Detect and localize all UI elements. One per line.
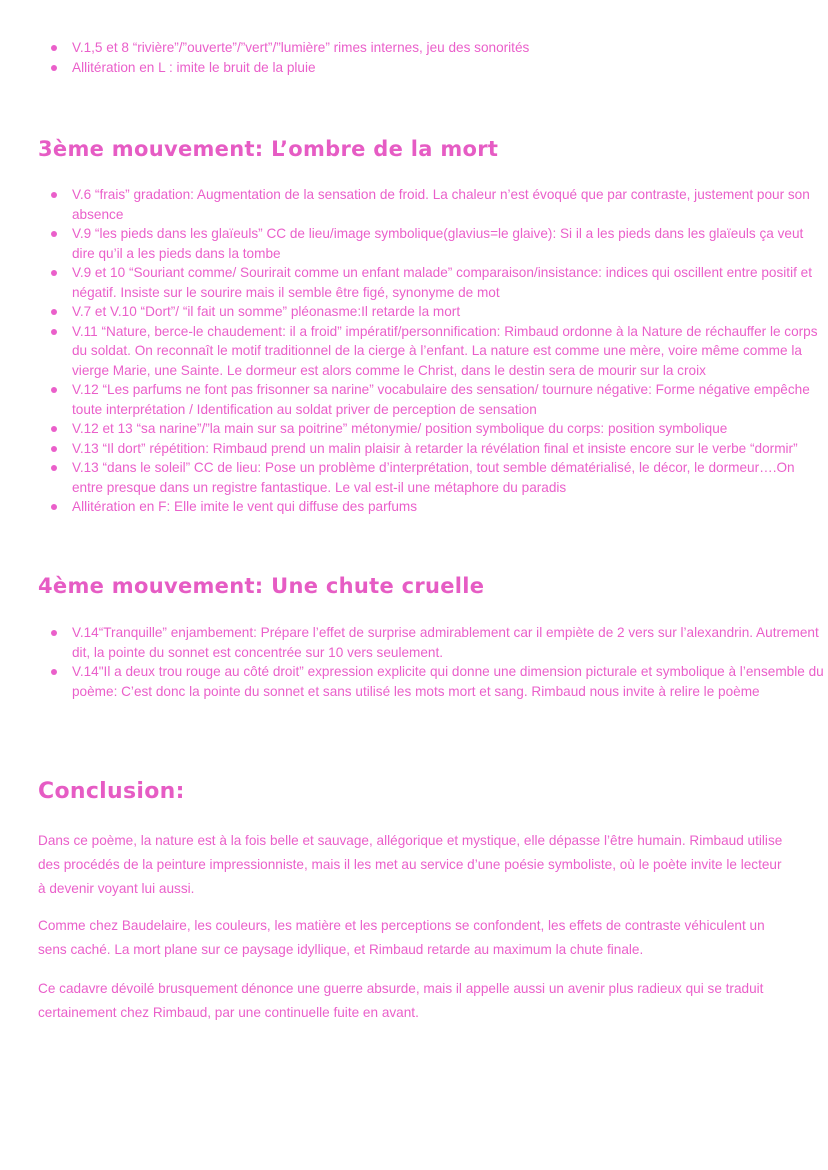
list-item: V.13 “dans le soleil” CC de lieu: Pose un problème d’interprétation, tout semble dématérialisé, le décor, le dormeur….On entre presque dans un registre fantastique. Le val est-il une métaphore du paradis [0, 458, 828, 497]
conclusion-heading: Conclusion: [38, 779, 185, 804]
list-item: Allitération en F: Elle imite le vent qui diffuse des parfums [0, 497, 828, 517]
bullet-dot [51, 309, 57, 315]
conclusion-paragraph: Comme chez Baudelaire, les couleurs, les matière et les perceptions se confondent, les effets de contraste véhiculent un sens caché. La mort plane sur ce paysage idyllique, et Rimbaud retarde au maximum la chute finale. [38, 918, 765, 957]
bullet-dot [51, 192, 57, 198]
list-item: V.7 et V.10 “Dort”/ “il fait un somme” pléonasme:Il retarde la mort [0, 302, 828, 322]
bullet-dot [51, 630, 57, 636]
section-heading-mouvement-3: 3ème mouvement: L’ombre de la mort [38, 137, 499, 161]
list-item: V.12 “Les parfums ne font pas frisonner sa narine” vocabulaire des sensation/ tournure négative: Forme négative empêche toute interprétation / Identification au soldat priver de perception de sensation [0, 380, 828, 419]
bullet-dot [51, 465, 57, 471]
list-item: V.13 “Il dort” répétition: Rimbaud prend un malin plaisir à retarder la révélation final et insiste encore sur le verbe “dormir” [0, 439, 828, 459]
conclusion-paragraph: Ce cadavre dévoilé brusquement dénonce une guerre absurde, mais il appelle aussi un avenir plus radieux qui se traduit certainement chez Rimbaud, par une continuelle fuite en avant. [38, 981, 764, 1020]
bullet-dot [51, 504, 57, 510]
list-item: V.6 “frais” gradation: Augmentation de la sensation de froid. La chaleur n’est évoqué que par contraste, justement pour son absence [0, 185, 828, 224]
mouvement-4-bullet-list [0, 623, 828, 701]
bullet-dot [51, 446, 57, 452]
list-item: V.9 “les pieds dans les glaïeuls” CC de lieu/image symbolique(glavius=le glaive): Si il a les pieds dans les glaïeuls ça veut dire qu’il a les pieds dans la tombe [0, 224, 828, 263]
top-bullet-list [0, 38, 828, 77]
list-item: V.1,5 et 8 “rivière”/”ouverte”/”vert”/”lumière” rimes internes, jeu des sonorités [0, 38, 828, 58]
bullet-dot [51, 231, 57, 237]
list-item: Allitération en L : imite le bruit de la pluie [0, 58, 828, 78]
bullet-dot [51, 426, 57, 432]
section-heading-mouvement-4: 4ème mouvement: Une chute cruelle [38, 574, 485, 598]
list-item: V.12 et 13 “sa narine”/”la main sur sa poitrine” métonymie/ position symbolique du corps: position symbolique [0, 419, 828, 439]
bullet-dot [51, 669, 57, 675]
bullet-dot [51, 387, 57, 393]
list-item: V.9 et 10 “Souriant comme/ Sourirait comme un enfant malade” comparaison/insistance: indices qui oscillent entre positif et négatif. Insiste sur le sourire mais il semble être figé, synonyme de mot [0, 263, 828, 302]
list-item: V.14"Il a deux trou rouge au côté droit” expression explicite qui donne une dimension picturale et symbolique à l’ensemble du poème: C’est donc la pointe du sonnet et sans utilisé les mots mort et sang. Rimbaud nous invite à relire le poème [0, 662, 828, 701]
list-item: V.11 “Nature, berce-le chaudement: il a froid” impératif/personnification: Rimbaud ordonne à la Nature de réchauffer le corps du soldat. On reconnaît le motif traditionnel de la cierge à l’enfant. La nature est comme une mère, voire même comme la vierge Marie, une Sainte. Le dormeur est alors comme le Christ, dans le destin sera de mourir sur la croix [0, 322, 828, 381]
conclusion-paragraph: Dans ce poème, la nature est à la fois belle et sauvage, allégorique et mystique, elle dépasse l’être humain. Rimbaud utilise des procédés de la peinture impressionniste, mais il les met au service d’une poésie symboliste, où le poète invite le lecteur à devenir voyant lui aussi. [38, 833, 783, 896]
bullet-dot [51, 45, 57, 51]
mouvement-3-bullet-list [0, 185, 828, 517]
bullet-dot [51, 65, 57, 71]
bullet-dot [51, 329, 57, 335]
bullet-dot [51, 270, 57, 276]
list-item: V.14“Tranquille” enjambement: Prépare l’effet de surprise admirablement car il empiète de 2 vers sur l’alexandrin. Autrement dit, la pointe du sonnet est concentrée sur 10 vers seulement. [0, 623, 828, 662]
